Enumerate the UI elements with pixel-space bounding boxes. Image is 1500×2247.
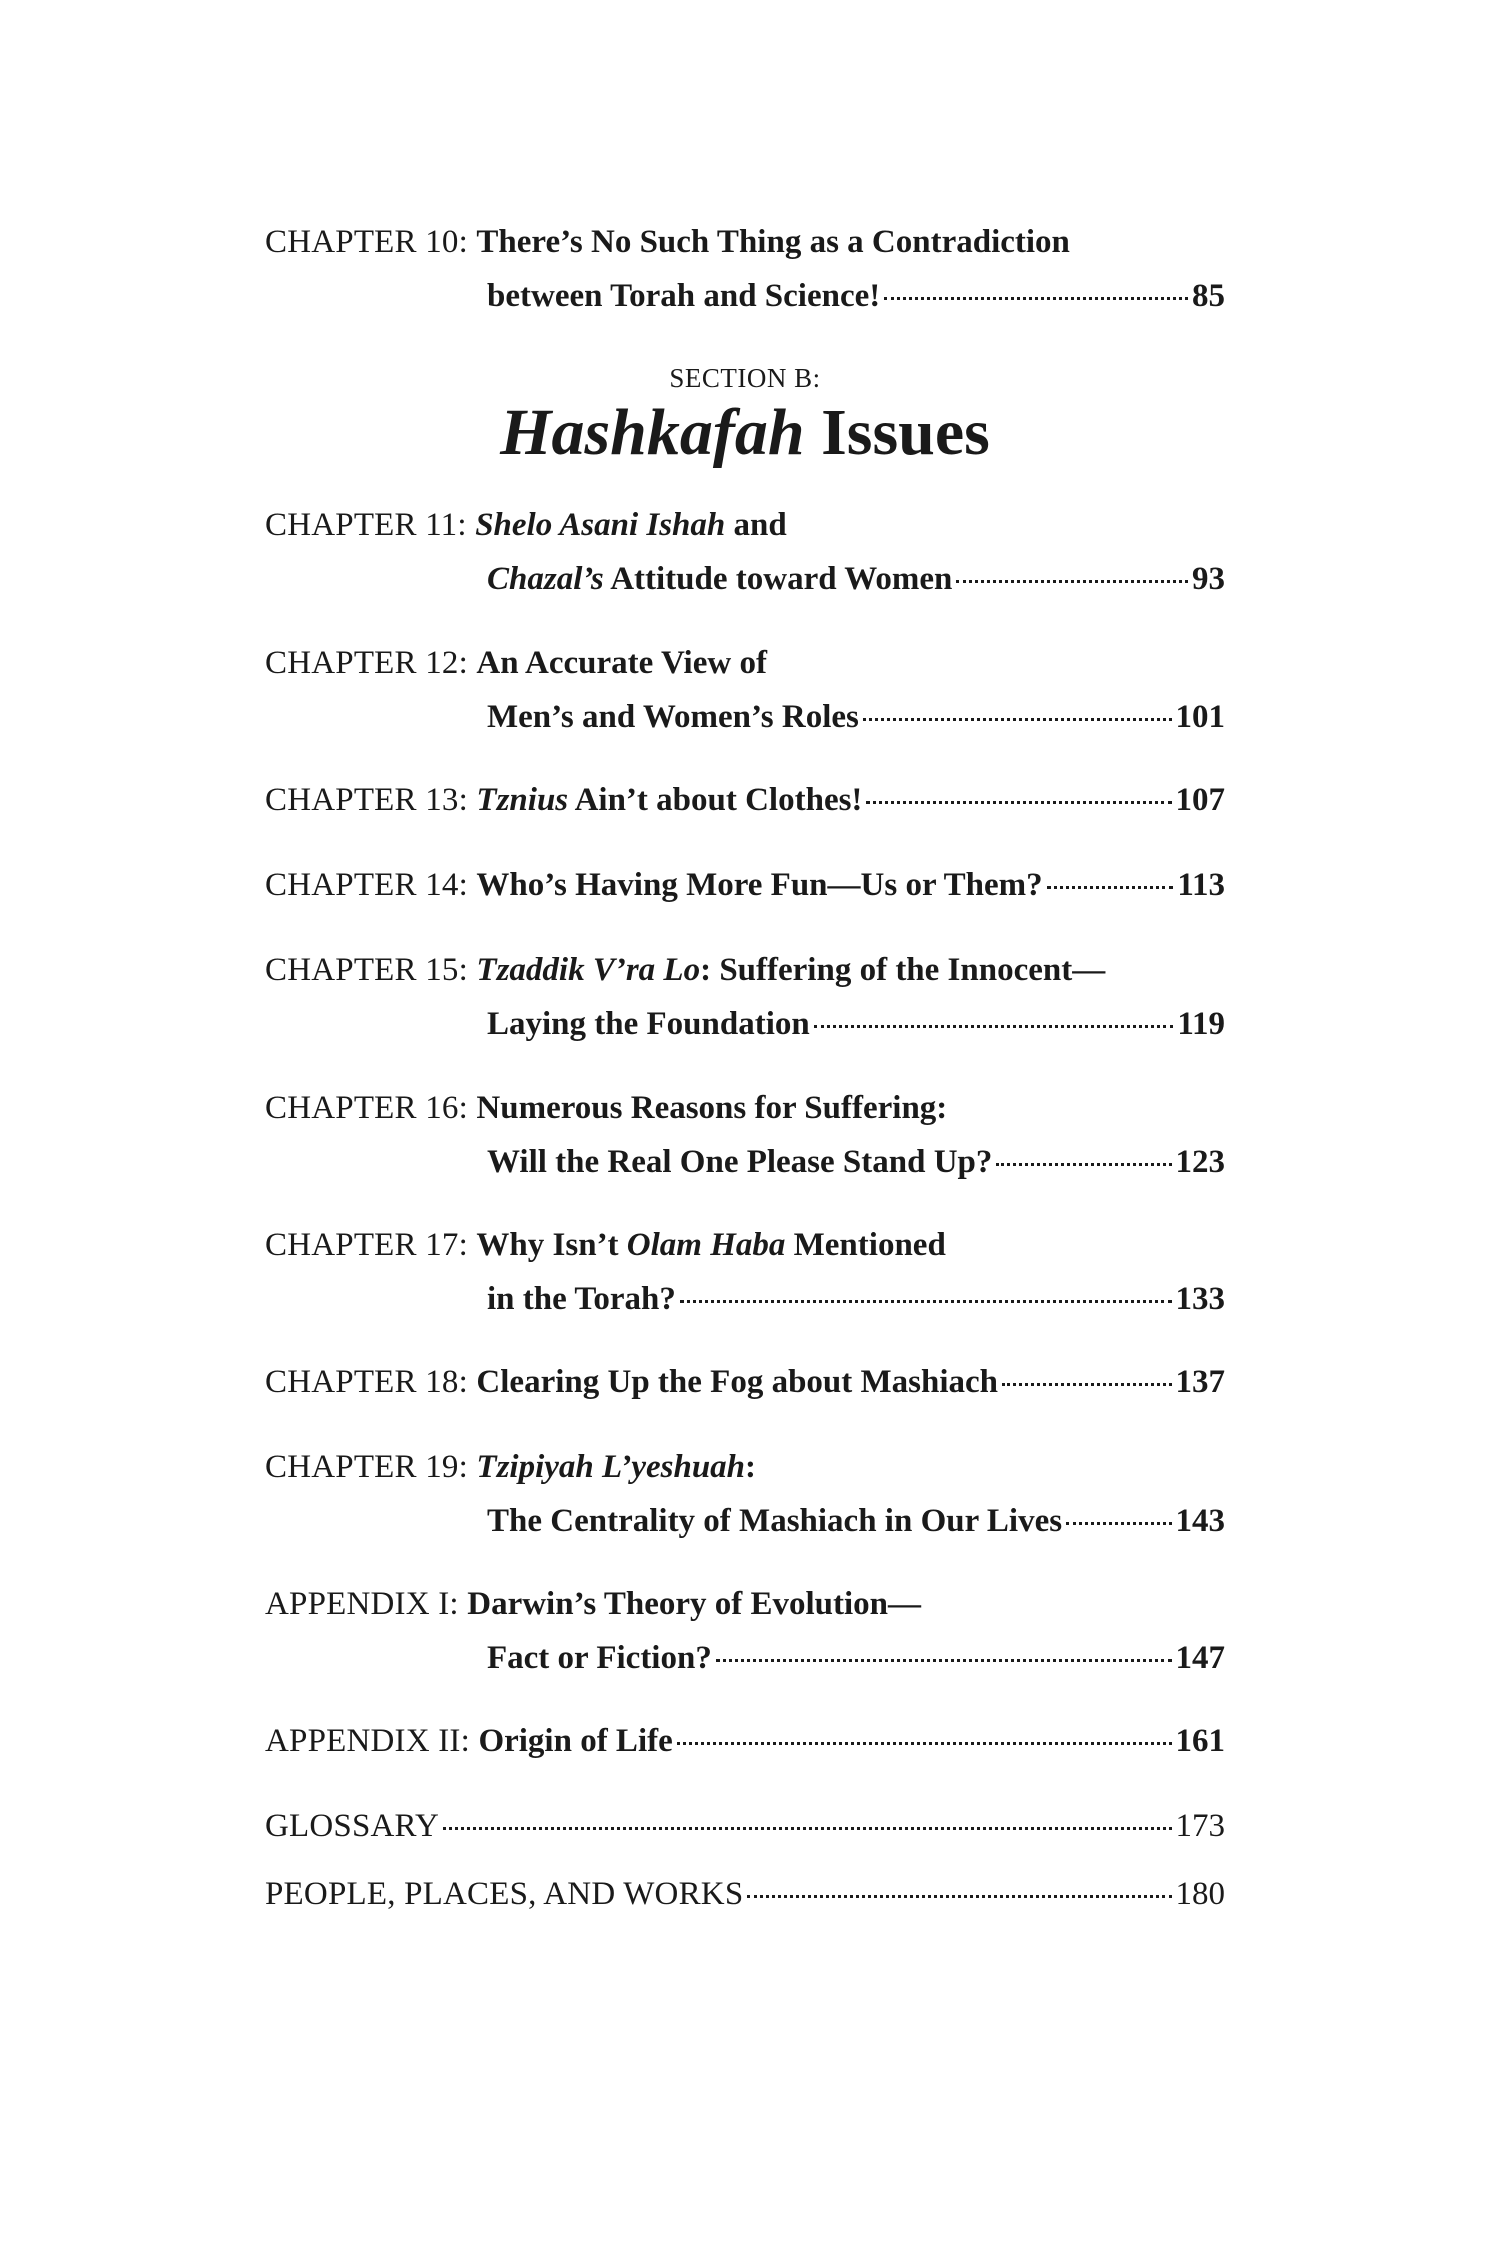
chapter-label: CHAPTER 13: — [265, 782, 477, 818]
page-number: 119 — [1177, 1006, 1225, 1042]
chapter-label: CHAPTER 11: — [265, 507, 476, 543]
chapter-title: Why Isn’t — [476, 1227, 627, 1263]
chapter-title: : — [745, 1449, 757, 1485]
chapter-label: CHAPTER 18: — [265, 1364, 477, 1400]
chapter-title-emphasis: Tznius — [476, 782, 569, 818]
chapter-title-continued: Laying the Foundation — [487, 1006, 810, 1042]
dot-leader — [747, 1895, 1171, 1898]
chapter-title-emphasis: Chazal’s — [487, 561, 604, 597]
chapter-title: and — [725, 507, 787, 543]
people-places-works-label: PEOPLE, PLACES, AND WORKS — [265, 1876, 744, 1912]
toc-entry-chapter-16[interactable] — [265, 1081, 1225, 1189]
toc-entry-chapter-19[interactable] — [265, 1440, 1225, 1548]
chapter-title-continued: Men’s and Women’s Roles — [487, 699, 859, 735]
chapter-title: : Suffering of the Innocent— — [700, 952, 1106, 988]
dot-leader — [1047, 886, 1174, 889]
appendix-label: APPENDIX I: — [265, 1586, 468, 1622]
chapter-title-continued: The Centrality of Mashiach in Our Lives — [487, 1503, 1063, 1539]
chapter-label: CHAPTER 12: — [265, 645, 477, 681]
chapter-label: CHAPTER 19: — [265, 1449, 477, 1485]
chapter-label: CHAPTER 14: — [265, 867, 477, 903]
chapter-label: CHAPTER 15: — [265, 952, 477, 988]
page-number: 173 — [1175, 1808, 1225, 1844]
dot-leader — [814, 1025, 1174, 1028]
page-number: 137 — [1175, 1364, 1225, 1400]
toc-entry-chapter-13[interactable] — [265, 773, 1225, 827]
page-number: 180 — [1175, 1876, 1225, 1912]
dot-leader — [1002, 1383, 1171, 1386]
section-title-rest: Issues — [804, 396, 990, 469]
page-number: 107 — [1175, 782, 1225, 818]
dot-leader — [884, 297, 1188, 300]
toc-entry-chapter-18[interactable] — [265, 1355, 1225, 1409]
section-title — [265, 393, 1225, 473]
dot-leader — [680, 1300, 1172, 1303]
chapter-title: Numerous Reasons for Suffering: — [476, 1090, 948, 1126]
page-number: 101 — [1175, 699, 1225, 735]
chapter-title-end: Mentioned — [785, 1227, 946, 1263]
appendix-title-continued: Fact or Fiction? — [487, 1640, 712, 1676]
dot-leader — [996, 1163, 1171, 1166]
glossary-label: GLOSSARY — [265, 1808, 439, 1844]
chapter-title: Who’s Having More Fun—Us or Them? — [476, 867, 1043, 903]
chapter-title-continued: Attitude toward Women — [603, 561, 953, 597]
chapter-title-continued: between Torah and Science! — [487, 278, 881, 314]
chapter-label: CHAPTER 17: — [265, 1227, 477, 1263]
page-number: 85 — [1192, 278, 1225, 314]
dot-leader — [1066, 1522, 1171, 1525]
page-number: 113 — [1177, 867, 1225, 903]
appendix-title: Darwin’s Theory of Evolution— — [467, 1586, 922, 1622]
page-number: 133 — [1175, 1281, 1225, 1317]
toc-entry-appendix-2[interactable] — [265, 1714, 1225, 1768]
section-label: SECTION B: — [669, 363, 821, 393]
toc-entry-glossary[interactable] — [265, 1799, 1225, 1853]
chapter-title-emphasis: Shelo Asani Ishah — [475, 507, 726, 543]
dot-leader — [443, 1827, 1172, 1830]
chapter-title-emphasis: Tzipiyah L’yeshuah — [476, 1449, 746, 1485]
toc-entry-chapter-17[interactable] — [265, 1218, 1225, 1326]
chapter-title-emphasis: Tzaddik V’ra Lo — [476, 952, 701, 988]
chapter-title: Ain’t about Clothes! — [568, 782, 863, 818]
page-number: 93 — [1192, 561, 1225, 597]
chapter-label: CHAPTER 16: — [265, 1090, 477, 1126]
dot-leader — [677, 1742, 1172, 1745]
chapter-title: There’s No Such Thing as a Contradiction — [476, 224, 1070, 260]
appendix-label: APPENDIX II: — [265, 1723, 479, 1759]
dot-leader — [956, 580, 1188, 583]
toc-entry-chapter-14[interactable] — [265, 858, 1225, 912]
page-number: 161 — [1175, 1723, 1225, 1759]
page-number: 143 — [1175, 1503, 1225, 1539]
chapter-label: CHAPTER 10: — [265, 224, 477, 260]
section-title-emphasis: Hashkafah — [500, 396, 805, 469]
page-number: 147 — [1175, 1640, 1225, 1676]
chapter-title: Clearing Up the Fog about Mashiach — [476, 1364, 999, 1400]
dot-leader — [866, 801, 1171, 804]
toc-entry-chapter-11[interactable] — [265, 498, 1225, 606]
toc-entry-chapter-12[interactable] — [265, 636, 1225, 744]
appendix-title: Origin of Life — [478, 1723, 673, 1759]
toc-entry-chapter-10[interactable] — [265, 215, 1225, 323]
dot-leader — [863, 718, 1172, 721]
chapter-title: An Accurate View of — [476, 645, 767, 681]
page-number: 123 — [1175, 1144, 1225, 1180]
chapter-title-continued: in the Torah? — [487, 1281, 676, 1317]
chapter-title-emphasis: Olam Haba — [626, 1227, 786, 1263]
toc-entry-people-places-works[interactable] — [265, 1867, 1225, 1921]
dot-leader — [716, 1659, 1172, 1662]
toc-entry-chapter-15[interactable] — [265, 943, 1225, 1051]
toc-entry-appendix-1[interactable] — [265, 1577, 1225, 1685]
table-of-contents — [265, 0, 1225, 2247]
chapter-title-continued: Will the Real One Please Stand Up? — [487, 1144, 993, 1180]
